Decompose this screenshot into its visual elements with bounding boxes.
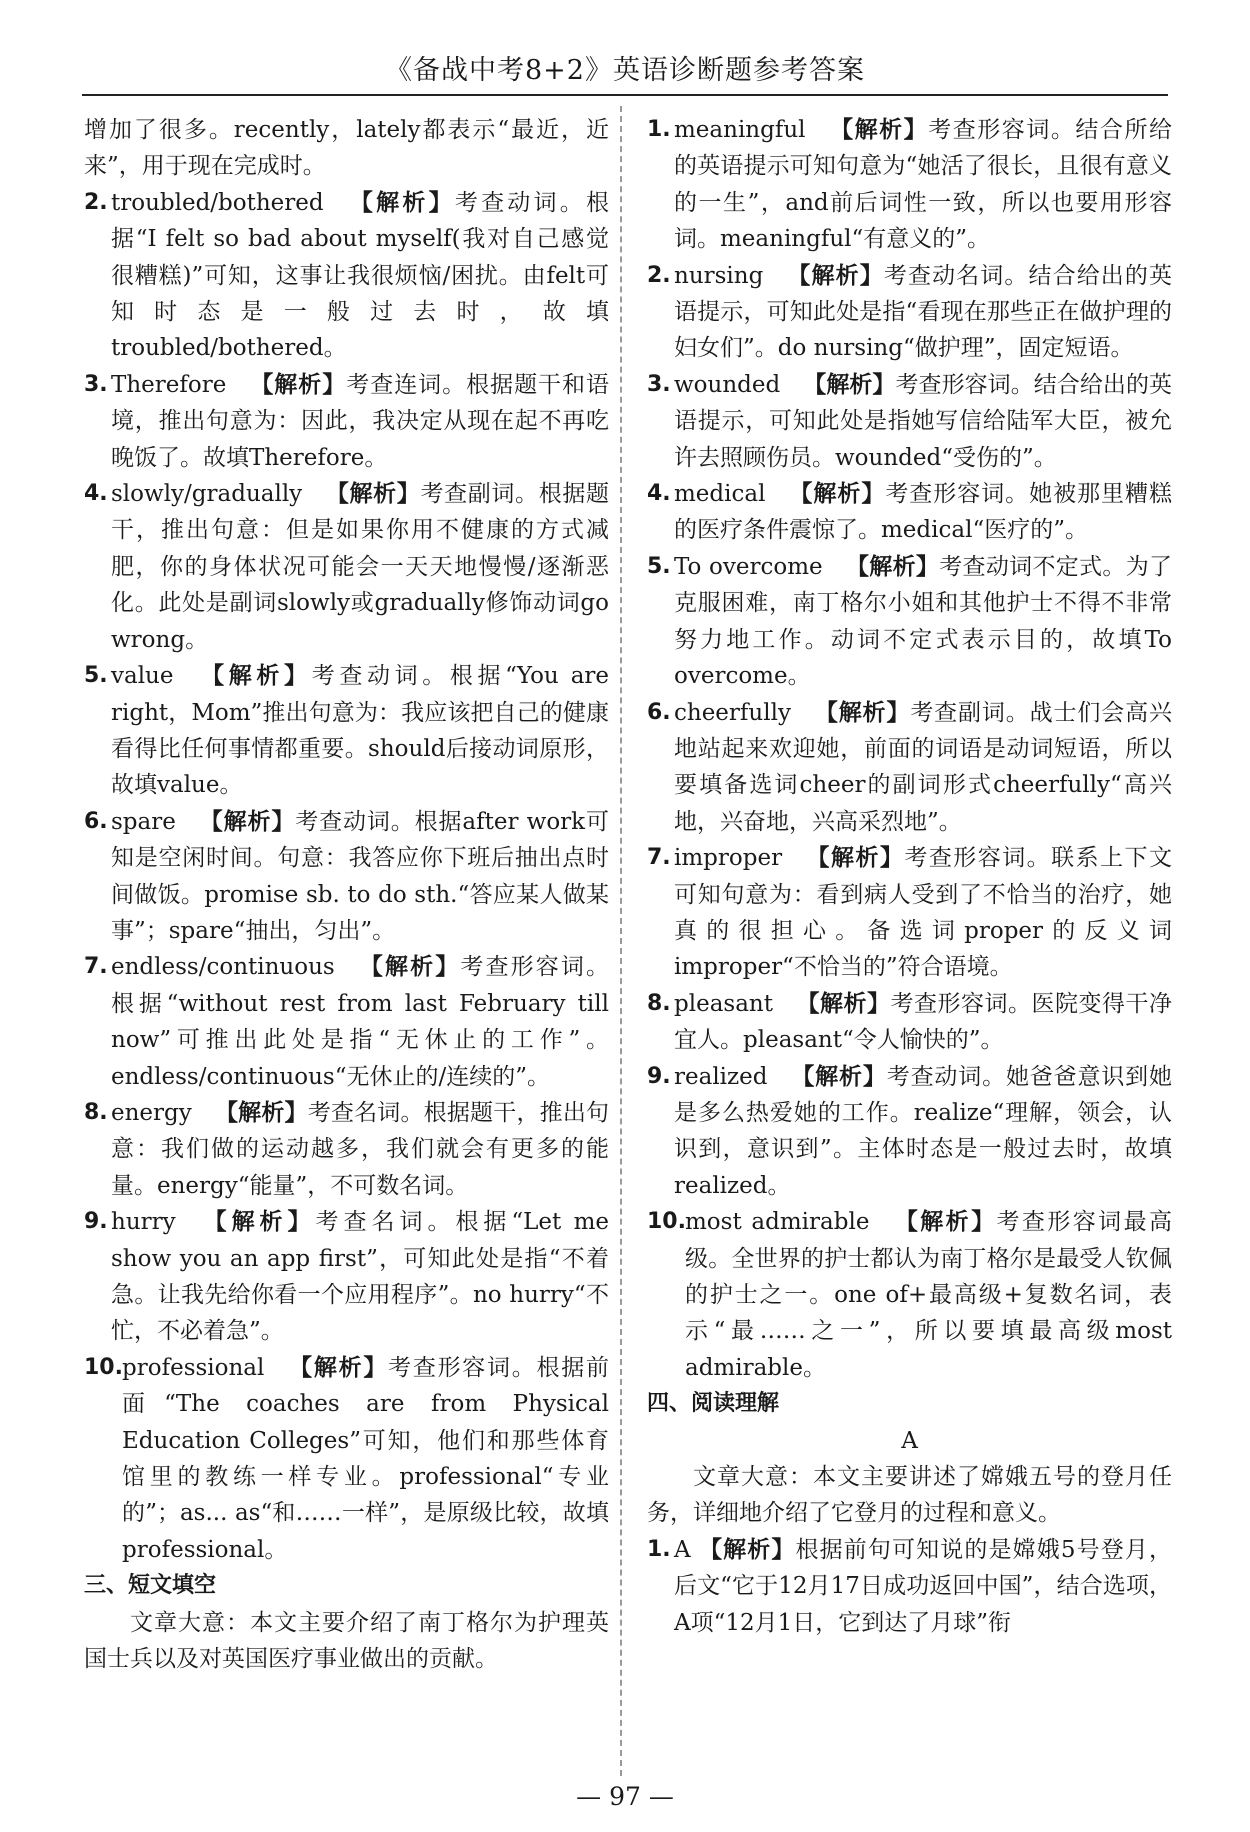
item-answer: realized <box>674 1063 768 1090</box>
left-answer-list <box>84 185 609 1568</box>
left-column <box>84 112 609 1677</box>
section-title-reading: 四、阅读理解 <box>647 1391 780 1417</box>
analysis-tag: 【解析】 <box>287 1353 389 1381</box>
item-explanation: 考查副词。战士们会高兴地站起来欢迎她，前面的词语是动词短语，所以要填备选词cheer的副词形式cheerfully“高兴地，兴奋地，兴高采烈地”。 <box>674 699 1173 835</box>
answer-item <box>647 840 1172 986</box>
answer-item <box>84 949 609 1095</box>
analysis-tag: 【解析】 <box>198 807 296 835</box>
analysis-tag: 【解析】 <box>828 116 929 143</box>
item-number: 1. <box>647 1536 671 1562</box>
item-answer: energy <box>111 1099 192 1126</box>
right-column <box>647 112 1172 1641</box>
answer-item <box>84 1350 609 1568</box>
analysis-tag: 【解析】 <box>196 662 312 690</box>
item-explanation: 考查动词。根据“I felt so bad about myself(我对自己感觉很糟糕)”可知，这事让我很烦恼/困扰。由felt可知时态是一般过去时，故填troubled/bothered。 <box>111 189 610 362</box>
item-number: 4. <box>647 481 671 507</box>
item-explanation: 考查形容词。结合给出的英语提示，可知此处是指她写信给陆军大臣，被允许去照顾伤员。wounded“受伤的”。 <box>674 371 1173 471</box>
answer-item <box>647 549 1172 695</box>
item-number: 4. <box>84 481 108 507</box>
item-number: 10. <box>84 1354 123 1380</box>
item-answer: A <box>674 1536 691 1563</box>
item-number: 3. <box>84 371 108 397</box>
analysis-tag: 【解析】 <box>813 698 911 726</box>
right-answer-list <box>647 112 1172 1386</box>
answer-item <box>84 367 609 476</box>
reading-summary: 文章大意：本文主要讲述了嫦娥五号的登月任务，详细地介绍了它登月的过程和意义。 <box>647 1464 1172 1527</box>
item-number: 8. <box>84 1099 108 1125</box>
item-answer: value <box>111 663 174 690</box>
item-number: 7. <box>647 845 671 871</box>
item-explanation: 考查形容词。结合所给的英语提示可知句意为“她活了很长，且很有意义的一生”，and前后词性一致，所以也要用形容词。meaningful“有意义的”。 <box>674 117 1173 253</box>
item-explanation: 考查形容词。根据前面“The coaches are from Physical Education Colleges”可知，他们和那些体育馆里的教练一样专业。professional“专业的”；as... as“和……一样”，是原级比较，故填professional。 <box>122 1354 610 1563</box>
item-explanation: 根据前句可知说的是嫦娥5号登月，后文“它于12月17日成功返回中国”，结合选项，A项“12月1日，它到达了月球”衔 <box>674 1536 1172 1636</box>
answer-item <box>647 695 1172 841</box>
item-explanation: 考查动名词。结合给出的英语提示，可知此处是指“看现在那些正在做护理的妇女们”。do nursing“做护理”，固定短语。 <box>674 262 1173 362</box>
answer-item <box>647 1059 1172 1205</box>
item-answer: medical <box>674 481 766 508</box>
item-explanation: 考查名词。根据“Let me show you an app first”，可知此处是指“不着急。让我先给你看一个应用程序”。no hurry“不忙，不必着急”。 <box>111 1209 610 1345</box>
item-number: 5. <box>84 663 108 689</box>
item-answer: endless/continuous <box>111 954 335 981</box>
analysis-tag: 【解析】 <box>249 370 347 398</box>
item-answer: slowly/gradually <box>111 481 303 508</box>
item-answer: cheerfully <box>674 699 791 726</box>
analysis-tag: 【解析】 <box>892 1208 997 1236</box>
item-answer: hurry <box>111 1209 176 1236</box>
item-answer: spare <box>111 808 176 835</box>
item-explanation: 考查名词。根据题干，推出句意：我们做的运动越多，我们就会有更多的能量。energy“能量”，不可数名词。 <box>111 1099 610 1199</box>
summary-text: 文章大意：本文主要介绍了南丁格尔为护理英国士兵以及对英国医疗事业做出的贡献。 <box>84 1609 609 1673</box>
item-answer: Therefore <box>111 371 227 398</box>
answer-item <box>647 1204 1172 1386</box>
answer-item <box>647 986 1172 1059</box>
item-explanation: 考查形容词。联系上下文可知句意为：看到病人受到了不恰当的治疗，她真的很担心。备选词proper的反义词improper“不恰当的”符合语境。 <box>674 845 1173 981</box>
item-number: 3. <box>647 371 671 397</box>
analysis-tag: 【解析】 <box>795 989 891 1017</box>
item-explanation: 考查形容词。她被那里糟糕的医疗条件震惊了。medical“医疗的”。 <box>674 481 1173 544</box>
answer-item <box>647 258 1172 367</box>
answer-item <box>84 1204 609 1350</box>
answer-item <box>84 185 609 367</box>
item-explanation: 考查动词。她爸爸意识到她是多么热爱她的工作。realize“理解，领会，认识到，意识到”。主体时态是一般过去时，故填realized。 <box>674 1063 1173 1199</box>
analysis-tag: 【解析】 <box>788 480 886 508</box>
section-title-cloze: 三、短文填空 <box>84 1573 217 1599</box>
answer-item <box>647 476 1172 549</box>
analysis-tag: 【解析】 <box>325 480 421 508</box>
item-explanation: 考查形容词。医院变得干净宜人。pleasant“令人愉快的”。 <box>674 990 1173 1054</box>
analysis-tag: 【解析】 <box>699 1535 796 1563</box>
item-number: 7. <box>84 954 108 980</box>
item-answer: pleasant <box>674 990 773 1017</box>
answer-item <box>84 658 609 804</box>
analysis-tag: 【解析】 <box>198 1208 316 1236</box>
analysis-tag: 【解析】 <box>786 261 884 289</box>
item-answer: most admirable <box>685 1209 870 1236</box>
item-answer: nursing <box>674 262 764 289</box>
analysis-tag: 【解析】 <box>805 844 905 872</box>
item-explanation: 考查动词不定式。为了克服困难，南丁格尔小姐和其他护士不得不非常努力地工作。动词不定式表示目的，故填To overcome。 <box>674 553 1172 690</box>
item-number: 1. <box>647 117 671 142</box>
page-header-title: 《备战中考8+2》英语诊断题参考答案 <box>385 55 865 86</box>
analysis-tag: 【解析】 <box>845 552 940 580</box>
column-divider <box>620 106 622 1776</box>
item-explanation: 考查形容词最高级。全世界的护士都认为南丁格尔是最受人钦佩的护士之一。one of+最高级+复数名词，表示“最……之一”，所以要填最高级most admirable。 <box>685 1209 1173 1381</box>
item-number: 6. <box>647 699 671 725</box>
item-answer: improper <box>674 845 783 872</box>
page-number: — 97 — <box>576 1782 674 1811</box>
analysis-tag: 【解析】 <box>357 953 461 981</box>
item-number: 9. <box>647 1063 671 1089</box>
item-number: 6. <box>84 808 108 834</box>
item-answer: professional <box>122 1354 265 1381</box>
item-explanation: 考查副词。根据题干，推出句意：但是如果你用不健康的方式减肥，你的身体状况可能会一天天地慢慢/逐渐恶化。此处是副词slowly或gradually修饰动词go wrong。 <box>111 481 610 653</box>
intro-text: 增加了很多。recently，lately都表示“最近，近来”，用于现在完成时。 <box>84 117 609 180</box>
item-answer: troubled/bothered <box>111 189 324 216</box>
answer-item <box>84 476 609 658</box>
item-number: 5. <box>647 553 671 579</box>
item-answer: wounded <box>674 371 781 398</box>
item-number: 8. <box>647 990 671 1016</box>
answer-item <box>647 112 1172 258</box>
analysis-tag: 【解析】 <box>214 1098 308 1126</box>
reading-question-1 <box>647 1532 1172 1641</box>
analysis-tag: 【解析】 <box>803 370 896 398</box>
item-explanation: 考查动词。根据“You are right，Mom”推出句意为：我应该把自己的健康看得比任何事情都重要。should后接动词原形，故填value。 <box>111 663 610 799</box>
item-explanation: 考查连词。根据题干和语境，推出句意为：因此，我决定从现在起不再吃晚饭了。故填Therefore。 <box>111 371 610 471</box>
item-number: 2. <box>84 189 108 215</box>
answer-item <box>84 1095 609 1204</box>
analysis-tag: 【解析】 <box>346 188 455 216</box>
subsection-label: A <box>901 1427 918 1454</box>
answer-item <box>84 804 609 950</box>
item-explanation: 考查形容词。根据“without rest from last February till now”可推出此处是指“无休止的工作”。endless/continuous“无休止的/连续的”。 <box>111 954 610 1090</box>
header-rule <box>82 94 1168 96</box>
item-answer: meaningful <box>674 117 806 143</box>
item-explanation: 考查动词。根据after work可知是空闲时间。句意：我答应你下班后抽出点时间做饭。promise sb. to do sth.“答应某人做某事”；spare“抽出，匀出”。 <box>111 808 609 944</box>
answer-item <box>647 367 1172 476</box>
item-number: 9. <box>84 1209 108 1235</box>
item-number: 2. <box>647 262 671 288</box>
item-number: 10. <box>647 1209 686 1235</box>
analysis-tag: 【解析】 <box>790 1062 887 1090</box>
item-answer: To overcome <box>674 553 823 580</box>
